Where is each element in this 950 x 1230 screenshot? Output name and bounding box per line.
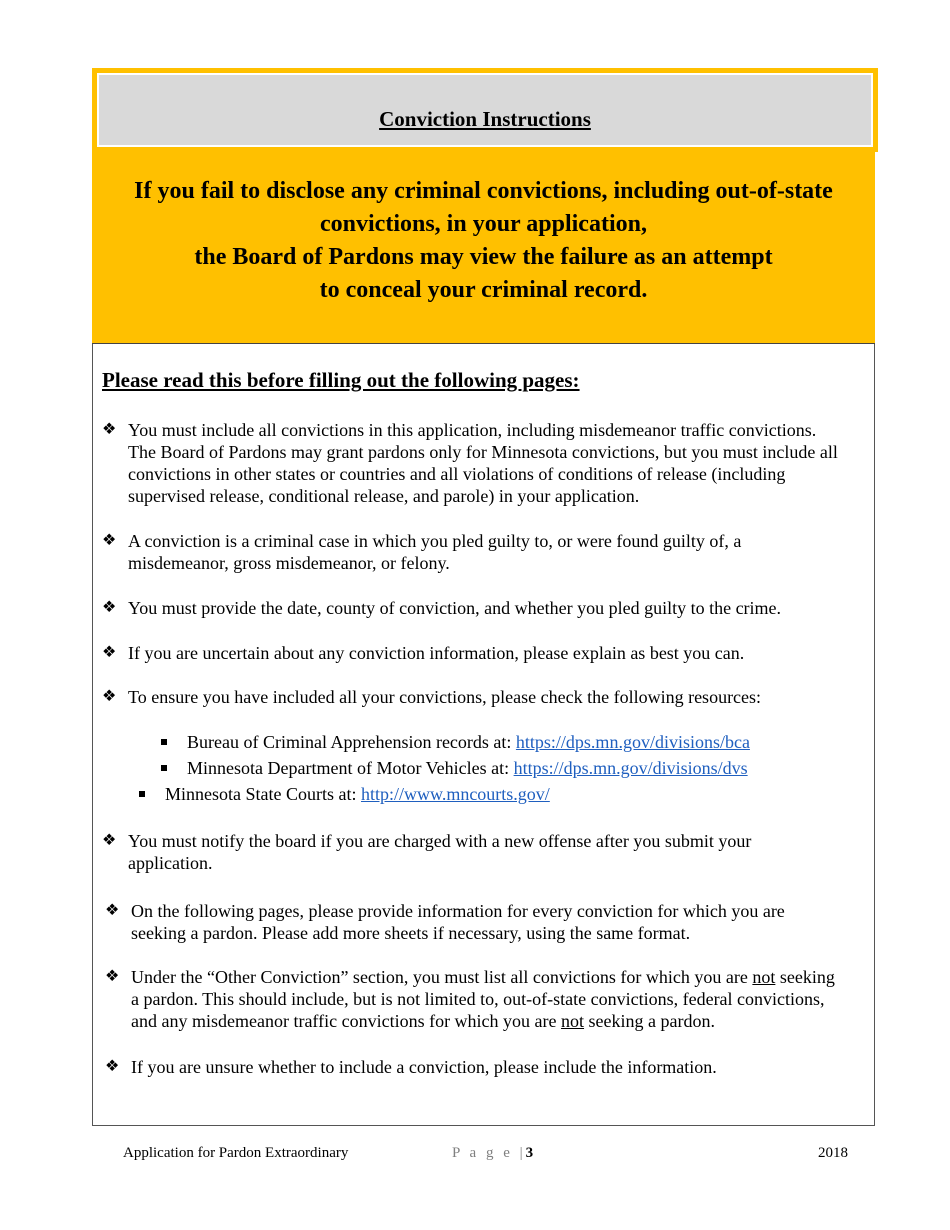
- bullet-icon: ❖: [105, 1058, 120, 1075]
- bullet-icon: ❖: [102, 688, 117, 705]
- underlined-not: not: [752, 967, 776, 987]
- warning-line: If you fail to disclose any criminal convictions, including out-of-state: [134, 178, 833, 204]
- instruction-text: You must provide the date, county of conviction, and whether you pled guilty to the crime.: [128, 598, 782, 618]
- instruction-text: a pardon. This should include, but is not limited to, out-of-state convictions, federal convictions,: [131, 989, 825, 1009]
- footer-document-title: Application for Pardon Extraordinary: [123, 1145, 349, 1161]
- instruction-text: You must notify the board if you are charged with a new offense after you submit your: [128, 831, 752, 851]
- dvs-link[interactable]: https://dps.mn.gov/divisions/dvs: [513, 758, 748, 778]
- resource-label: Minnesota State Courts at:: [165, 784, 361, 804]
- instruction-text: If you are unsure whether to include a conviction, please include the information.: [131, 1057, 717, 1077]
- resource-label: Bureau of Criminal Apprehension records at:: [187, 732, 516, 752]
- square-bullet-icon: [161, 739, 167, 745]
- instruction-text: The Board of Pardons may grant pardons only for Minnesota convictions, but you must include all: [128, 442, 838, 462]
- footer-page-number: [452, 1145, 533, 1162]
- page-title: Conviction Instructions: [379, 107, 591, 131]
- instruction-text: Under the “Other Conviction” section, you must list all convictions for which you are not seeking: [131, 967, 835, 987]
- instruction-text: If you are uncertain about any conviction information, please explain as best you can.: [128, 643, 745, 663]
- instruction-text: supervised release, conditional release, and parole) in your application.: [128, 486, 640, 506]
- bullet-icon: ❖: [102, 599, 117, 616]
- instruction-text: convictions in other states or countries and all violations of conditions of release (including: [128, 464, 786, 484]
- bullet-icon: ❖: [105, 902, 120, 919]
- instruction-text: On the following pages, please provide information for every conviction for which you are: [131, 901, 785, 921]
- square-bullet-icon: [139, 791, 145, 797]
- resource-label: Minnesota Department of Motor Vehicles at:: [187, 758, 514, 778]
- bullet-icon: ❖: [102, 832, 117, 849]
- warning-line: the Board of Pardons may view the failure as an attempt: [194, 244, 773, 270]
- bullet-icon: ❖: [102, 532, 117, 549]
- warning-line: to conceal your criminal record.: [319, 277, 648, 303]
- mncourts-link[interactable]: http://www.mncourts.gov/: [360, 784, 550, 804]
- instruction-text: and any misdemeanor traffic convictions for which you are not seeking a pardon.: [131, 1011, 716, 1031]
- instructions-header: [92, 68, 878, 152]
- bca-link[interactable]: https://dps.mn.gov/divisions/bca: [515, 732, 750, 752]
- footer-year: 2018: [818, 1145, 848, 1161]
- bullet-icon: ❖: [102, 644, 117, 661]
- bullet-icon: ❖: [102, 421, 117, 438]
- instruction-text: You must include all convictions in this application, including misdemeanor traffic convictions.: [128, 420, 817, 440]
- instruction-text: seeking a pardon. Please add more sheets if necessary, using the same format.: [131, 923, 691, 943]
- instruction-text: application.: [128, 853, 213, 873]
- instruction-text: To ensure you have included all your convictions, please check the following resources:: [128, 687, 762, 707]
- bullet-icon: ❖: [105, 968, 120, 985]
- page-number: 3: [525, 1145, 534, 1161]
- instruction-text: misdemeanor, gross misdemeanor, or felony.: [128, 553, 450, 573]
- square-bullet-icon: [161, 765, 167, 771]
- warning-line: convictions, in your application,: [320, 211, 647, 237]
- warning-banner: [92, 152, 875, 344]
- section-heading: Please read this before filling out the following pages:: [102, 368, 580, 392]
- underlined-not: not: [561, 1011, 585, 1031]
- page-label: P a g e |: [452, 1145, 526, 1161]
- instruction-text: A conviction is a criminal case in which you pled guilty to, or were found guilty of, a: [128, 531, 742, 551]
